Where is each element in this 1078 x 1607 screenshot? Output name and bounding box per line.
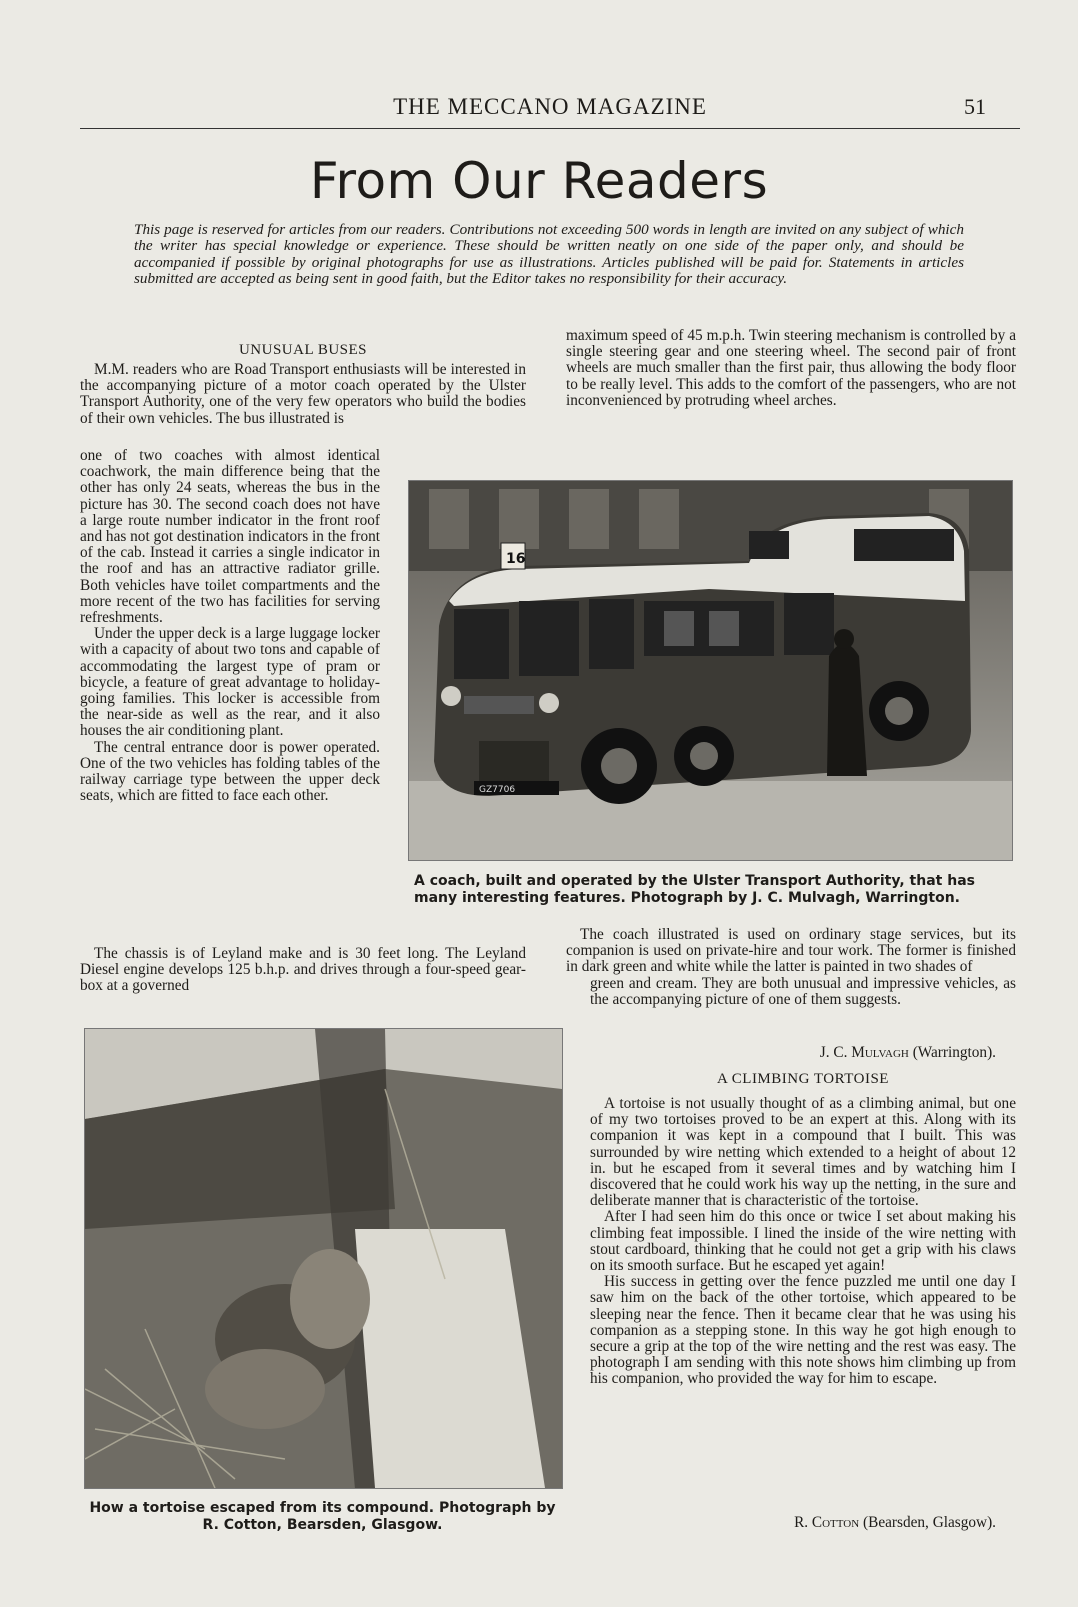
buses-signature — [590, 1044, 996, 1062]
buses-narrow-column — [80, 448, 380, 804]
buses-signature-name: J. C. Mulvagh — [819, 1044, 909, 1061]
tortoise-signature-name: R. Cotton — [794, 1514, 860, 1531]
page-title: From Our Readers — [309, 152, 769, 210]
coach-photo — [408, 480, 1013, 861]
running-header — [80, 90, 1020, 129]
buses-heading: UNUSUAL BUSES — [238, 342, 368, 358]
tortoise-para-1: A tortoise is not usually thought of as a climbing animal, but one of my two tortoises proved to be an expert at this. Along with its companion it was kept in a compound that I built. This was surrounded by wire netting which extended to a height of about 12 in. but he escaped from it several times and by watching him I discovered that he could work his way up the netting, in the sure and deliberate manner that is characteristic of the tortoise. — [590, 1095, 1016, 1210]
buses-para-3: The central entrance door is power operated. One of the two vehicles has folding tables of the railway carriage type between the upper deck seats, which are fitted to face each other. — [80, 738, 380, 805]
intro-text: This page is reserved for articles from our readers. Contributions not exceeding 500 words in length are invited on any subject of which the writer has special knowledge or experience. These should be written neatly on one side of the paper only, and should be accompanied if possible by original photographs for use as illustrations. Articles published will be paid for. Statements in articles submitted are accepted as being sent in good faith, but the Editor takes no responsibility for their accuracy. — [134, 221, 964, 287]
coach-caption: A coach, built and operated by the Ulster Transport Authority, that has many interesting features. Photograph by J. C. Mulvagh, Warrington. — [414, 873, 975, 906]
buses-para-2: Under the upper deck is a large luggage locker with a capacity of about two tons and capable of accommodating the largest type of pram or bicycle, a feature of great advantage to holiday-going families. This locker is accessible from the near-side as well as the rear, and it also houses the air conditioning plant. — [80, 625, 380, 740]
buses-para-1-top: M.M. readers who are Road Transport enthusiasts will be interested in the accompanying picture of a motor coach operated by the Ulster Transport Authority, one of the very few operators who build the bodies of their own vehicles. The bus illustrated is — [80, 361, 526, 427]
buses-para-5-narrow: green and cream. They are both unusual and impressive vehicles, as the accompanying picture of one of them suggests. — [590, 975, 1016, 1009]
tortoise-para-2: After I had seen him do this once or twice I set about making his climbing feat impossible. I lined the inside of the wire netting with stout cardboard, thinking that he could not get a grip with his claws on its smooth surface. But he escaped yet again! — [590, 1208, 1016, 1275]
tortoise-illustration — [85, 1029, 562, 1488]
tortoise-signature — [590, 1514, 996, 1532]
magazine-name: THE MECCANO MAGAZINE — [393, 94, 707, 119]
route-number: 16 — [506, 551, 526, 567]
buses-para-1-narrow: one of two coaches with almost identical coachwork, the main difference being that the other has only 24 seats, whereas the bus in the picture has 30. The second coach does not have a large route number indicator in the front roof and has not got destination indicators in the front of the cab. Instead it carries a single indicator in the roof and has an attractive radiator grille. Both vehicles have toilet compartments and the more recent of the two has facilities for serving refreshments. — [80, 447, 380, 627]
buses-para-4: The chassis is of Leyland make and is 30 feet long. The Leyland Diesel engine develops 125 b.h.p. and drives through a four-speed gear-box at a governed — [80, 945, 526, 995]
buses-signature-place: (Warrington). — [912, 1044, 996, 1061]
tortoise-photo — [84, 1028, 563, 1489]
plate: GZ7706 — [479, 785, 516, 795]
tortoise-caption: How a tortoise escaped from its compound. Photograph by R. Cotton, Bearsden, Glasgow. — [89, 1500, 556, 1533]
buses-para-5: The coach illustrated is used on ordinary stage services, but its companion is used on private-hire and tour work. The former is finished in dark green and white while the latter is painted in two shades of — [566, 926, 1016, 976]
page-number: 51 — [964, 94, 986, 119]
tortoise-article — [590, 1096, 1016, 1388]
buses-para-4-continued: maximum speed of 45 m.p.h. Twin steering mechanism is controlled by a single steering gear and one steering wheel. The second pair of front wheels are much smaller than the first pair, thus allowing the body floor to be really level. This adds to the comfort of the passengers, who are not inconvenienced by protruding wheel arches. — [566, 327, 1016, 409]
coach-illustration — [409, 481, 1012, 860]
tortoise-signature-place: (Bearsden, Glasgow). — [863, 1514, 996, 1531]
tortoise-para-3: His success in getting over the fence puzzled me until one day I saw him on the back of the other tortoise, which appeared to be sleeping near the fence. Then it became clear that he was using his companion as a stepping stone. In this way he got high enough to secure a grip at the top of the wire netting and the rest was easy. The photograph I am sending with this note shows him climbing up from his companion, who provided the way for him to escape. — [590, 1273, 1016, 1388]
tortoise-heading: A CLIMBING TORTOISE — [717, 1071, 889, 1087]
